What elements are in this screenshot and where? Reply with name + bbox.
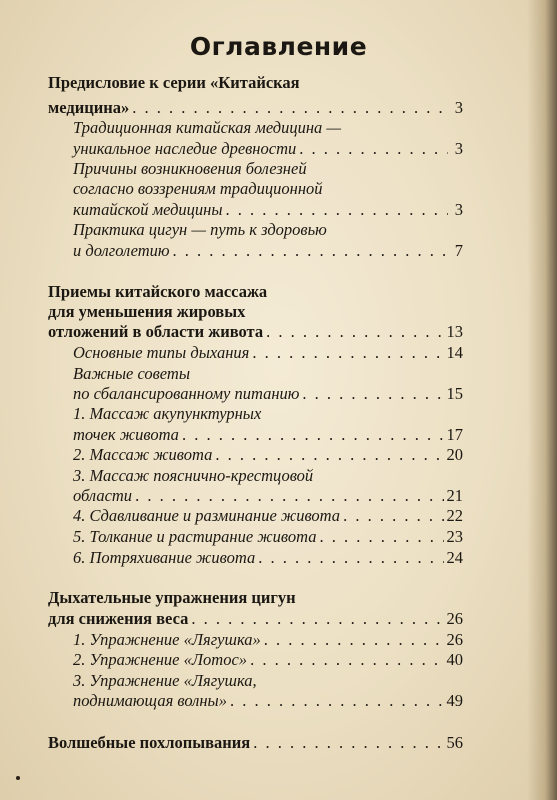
leader-dots — [343, 506, 443, 526]
toc-section-3-line-2[interactable]: для снижения веса . . . 26 — [48, 609, 463, 629]
leader-dots — [132, 98, 448, 118]
toc-entry-line[interactable]: согласно воззрениям традиционной — [73, 179, 323, 198]
page-number: 23 — [446, 527, 463, 546]
toc-entry-line[interactable]: области . . . 21 — [73, 486, 463, 506]
toc-entry-line[interactable]: Основные типы дыхания . . . 14 — [73, 343, 463, 363]
leader-dots — [299, 139, 448, 159]
toc-section-2-line-3[interactable]: отложений в области живота . . . 13 — [48, 322, 463, 342]
page-number: 22 — [446, 506, 463, 525]
toc-entry-line[interactable]: и долголетию . . . 7 — [73, 241, 463, 261]
toc-entry-line[interactable]: 5. Толкание и растирание живота . . . 23 — [73, 527, 463, 547]
toc-entry-line[interactable]: точек живота . . . 17 — [73, 425, 463, 445]
page-number: 3 — [454, 98, 463, 117]
toc-entry-line[interactable]: 1. Упражнение «Лягушка» . . . 26 — [73, 630, 463, 650]
page-number: 24 — [446, 548, 463, 567]
page-number: 15 — [446, 384, 463, 403]
toc-entry-line[interactable]: Традиционная китайская медицина — — [73, 118, 342, 137]
page-number: 7 — [454, 241, 463, 260]
toc-title: Оглавление — [189, 32, 368, 61]
toc-entry-line[interactable]: 6. Потряхивание живота . . . 24 — [73, 548, 463, 568]
leader-dots — [182, 425, 444, 445]
page-edge-shadow — [527, 0, 557, 800]
toc-entry-line[interactable]: Практика цигун — путь к здоровью — [73, 220, 327, 239]
toc-entry-line[interactable]: 3. Массаж пояснично-крестцовой — [73, 466, 314, 485]
toc-entry-line[interactable]: 1. Массаж акупунктурных — [73, 404, 262, 423]
leader-dots — [258, 548, 443, 568]
page-number: 17 — [446, 425, 463, 444]
leader-dots — [135, 486, 443, 506]
toc-section-4-line-1[interactable]: Волшебные похлопывания . . . 56 — [48, 733, 463, 753]
leader-dots — [252, 343, 443, 363]
toc-entry-line[interactable]: Причины возникновения болезней — [73, 159, 307, 178]
leader-dots — [230, 691, 444, 711]
toc-section-1-line-1[interactable]: Предисловие к серии «Китайская — [48, 73, 300, 92]
leader-dots — [215, 445, 443, 465]
leader-dots — [226, 200, 448, 220]
toc-section-1-line-2[interactable]: медицина» . . . 3 — [48, 98, 463, 118]
page-number: 56 — [446, 733, 463, 752]
toc-entry-line[interactable]: 4. Сдавливание и разминание живота . . . 22 — [73, 506, 463, 526]
toc-entry-line[interactable]: 3. Упражнение «Лягушка, — [73, 671, 257, 690]
leader-dots — [266, 322, 443, 342]
page-number: 26 — [446, 609, 463, 628]
toc-entry-line[interactable]: 2. Массаж живота . . . 20 — [73, 445, 463, 465]
toc-entry-line[interactable]: по сбалансированному питанию . . . 15 — [73, 384, 463, 404]
toc-entry-line[interactable]: китайской медицины . . . 3 — [73, 200, 463, 220]
page-number: 13 — [446, 322, 463, 341]
leader-dots — [250, 650, 443, 670]
page-number: 21 — [446, 486, 463, 505]
ink-speck — [16, 776, 20, 780]
page-number: 3 — [454, 139, 463, 158]
toc-section-3-line-1[interactable]: Дыхательные упражнения цигун — [48, 588, 296, 607]
page-number: 26 — [446, 630, 463, 649]
leader-dots — [264, 630, 444, 650]
leader-dots — [253, 733, 443, 753]
toc-section-2-line-2[interactable]: для уменьшения жировых — [48, 302, 246, 321]
toc-entry-line[interactable]: 2. Упражнение «Лотос» . . . 40 — [73, 650, 463, 670]
leader-dots — [319, 527, 443, 547]
toc-entry-line[interactable]: поднимающая волны» . . . 49 — [73, 691, 463, 711]
toc-entry-line[interactable]: Важные советы — [73, 364, 191, 383]
leader-dots — [302, 384, 443, 404]
leader-dots — [191, 609, 443, 629]
page-number: 3 — [454, 200, 463, 219]
toc-section-2-line-1[interactable]: Приемы китайского массажа — [48, 282, 268, 301]
page-number: 14 — [446, 343, 463, 362]
toc-entry-line[interactable]: уникальное наследие древности . . . 3 — [73, 139, 463, 159]
page-number: 40 — [446, 650, 463, 669]
leader-dots — [173, 241, 448, 261]
page-number: 20 — [446, 445, 463, 464]
page-number: 49 — [446, 691, 463, 710]
